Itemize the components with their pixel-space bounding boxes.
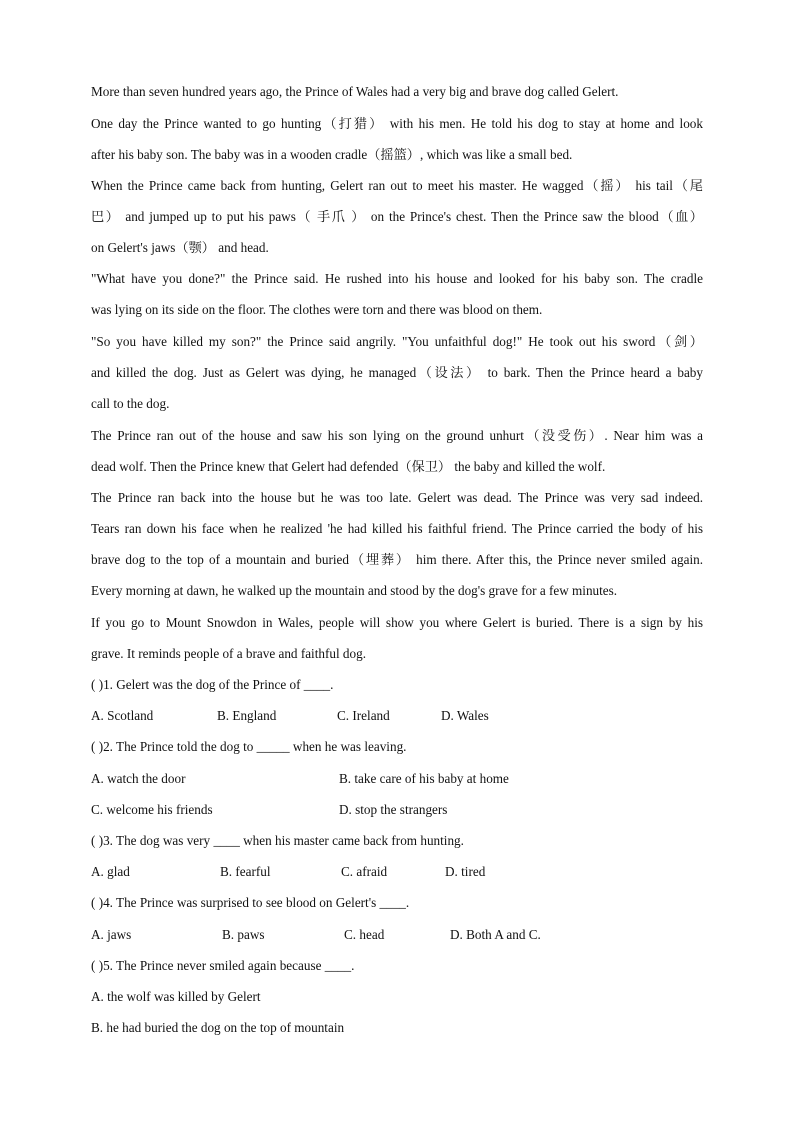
option-d: D. tired [445,864,486,879]
option-d: D. Both A and C. [450,927,541,942]
option-b: B. England [217,708,277,723]
option-b: B. take care of his baby at home [339,771,509,786]
question-stem: ( )5. The Prince never smiled again because ____. [91,958,355,973]
passage-line: was lying on its side on the floor. The clothes were torn and there was blood on them. [91,302,543,317]
option-c: C. Ireland [337,708,390,723]
option-b: B. paws [222,927,265,942]
option-a: A. Scotland [91,708,154,723]
passage-line: One day the Prince wanted to go hunting（打猎） with his men. He told his dog to stay at home and look [91,116,703,131]
passage-line: The Prince ran out of the house and saw his son lying on the ground unhurt（没受伤）. Near him was a [91,428,703,443]
passage-line: More than seven hundred years ago, the Prince of Wales had a very big and brave dog called Gelert. [91,84,619,99]
option-a: A. glad [91,864,130,879]
passage-line: Every morning at dawn, he walked up the mountain and stood by the dog's grave for a few minutes. [91,583,618,598]
option-c: C. head [344,927,385,942]
option-a: A. watch the door [91,771,186,786]
option-a: A. the wolf was killed by Gelert [91,989,261,1004]
passage-line: When the Prince came back from hunting, Gelert ran out to meet his master. He wagged（摇） his tail（尾 [91,178,703,193]
passage-line: dead wolf. Then the Prince knew that Gelert had defended（保卫） the baby and killed the wolf. [91,459,606,474]
option-d: D. Wales [441,708,489,723]
passage-line: call to the dog. [91,396,170,411]
option-c: C. welcome his friends [91,802,213,817]
passage-line: on Gelert's jaws（颚） and head. [91,240,269,255]
option-d: D. stop the strangers [339,802,448,817]
passage-line: and killed the dog. Just as Gelert was dying, he managed（设法） to bark. Then the Prince heard a baby [91,365,703,380]
option-c: C. afraid [341,864,388,879]
option-b: B. he had buried the dog on the top of mountain [91,1020,345,1035]
passage-line: "What have you done?" the Prince said. He rushed into his house and looked for his baby son. The cradle [91,271,703,286]
passage-line: If you go to Mount Snowdon in Wales, people will show you where Gelert is buried. There is a sign by his [91,615,703,630]
passage-line: The Prince ran back into the house but he was too late. Gelert was dead. The Prince was very sad indeed. [91,490,703,505]
option-a: A. jaws [91,927,132,942]
question-stem: ( )1. Gelert was the dog of the Prince of ____. [91,677,334,692]
passage-line: after his baby son. The baby was in a wooden cradle（摇篮）, which was like a small bed. [91,147,573,162]
passage-line: Tears ran down his face when he realized 'he had killed his faithful friend. The Prince carried the body of his [91,521,703,536]
passage-line: "So you have killed my son?" the Prince said angrily. "You unfaithful dog!" He took out his sword（剑） [91,334,703,349]
question-stem: ( )2. The Prince told the dog to _____ when he was leaving. [91,739,407,754]
passage-line: grave. It reminds people of a brave and faithful dog. [91,646,367,661]
question-stem: ( )4. The Prince was surprised to see blood on Gelert's ____. [91,895,410,910]
passage-line: 巴） and jumped up to put his paws（ 手爪 ） on the Prince's chest. Then the Prince saw the blood（血） [91,209,703,224]
question-stem: ( )3. The dog was very ____ when his master came back from hunting. [91,833,464,848]
passage-line: brave dog to the top of a mountain and buried（埋葬） him there. After this, the Prince never smiled again. [91,552,703,567]
option-b: B. fearful [220,864,271,879]
